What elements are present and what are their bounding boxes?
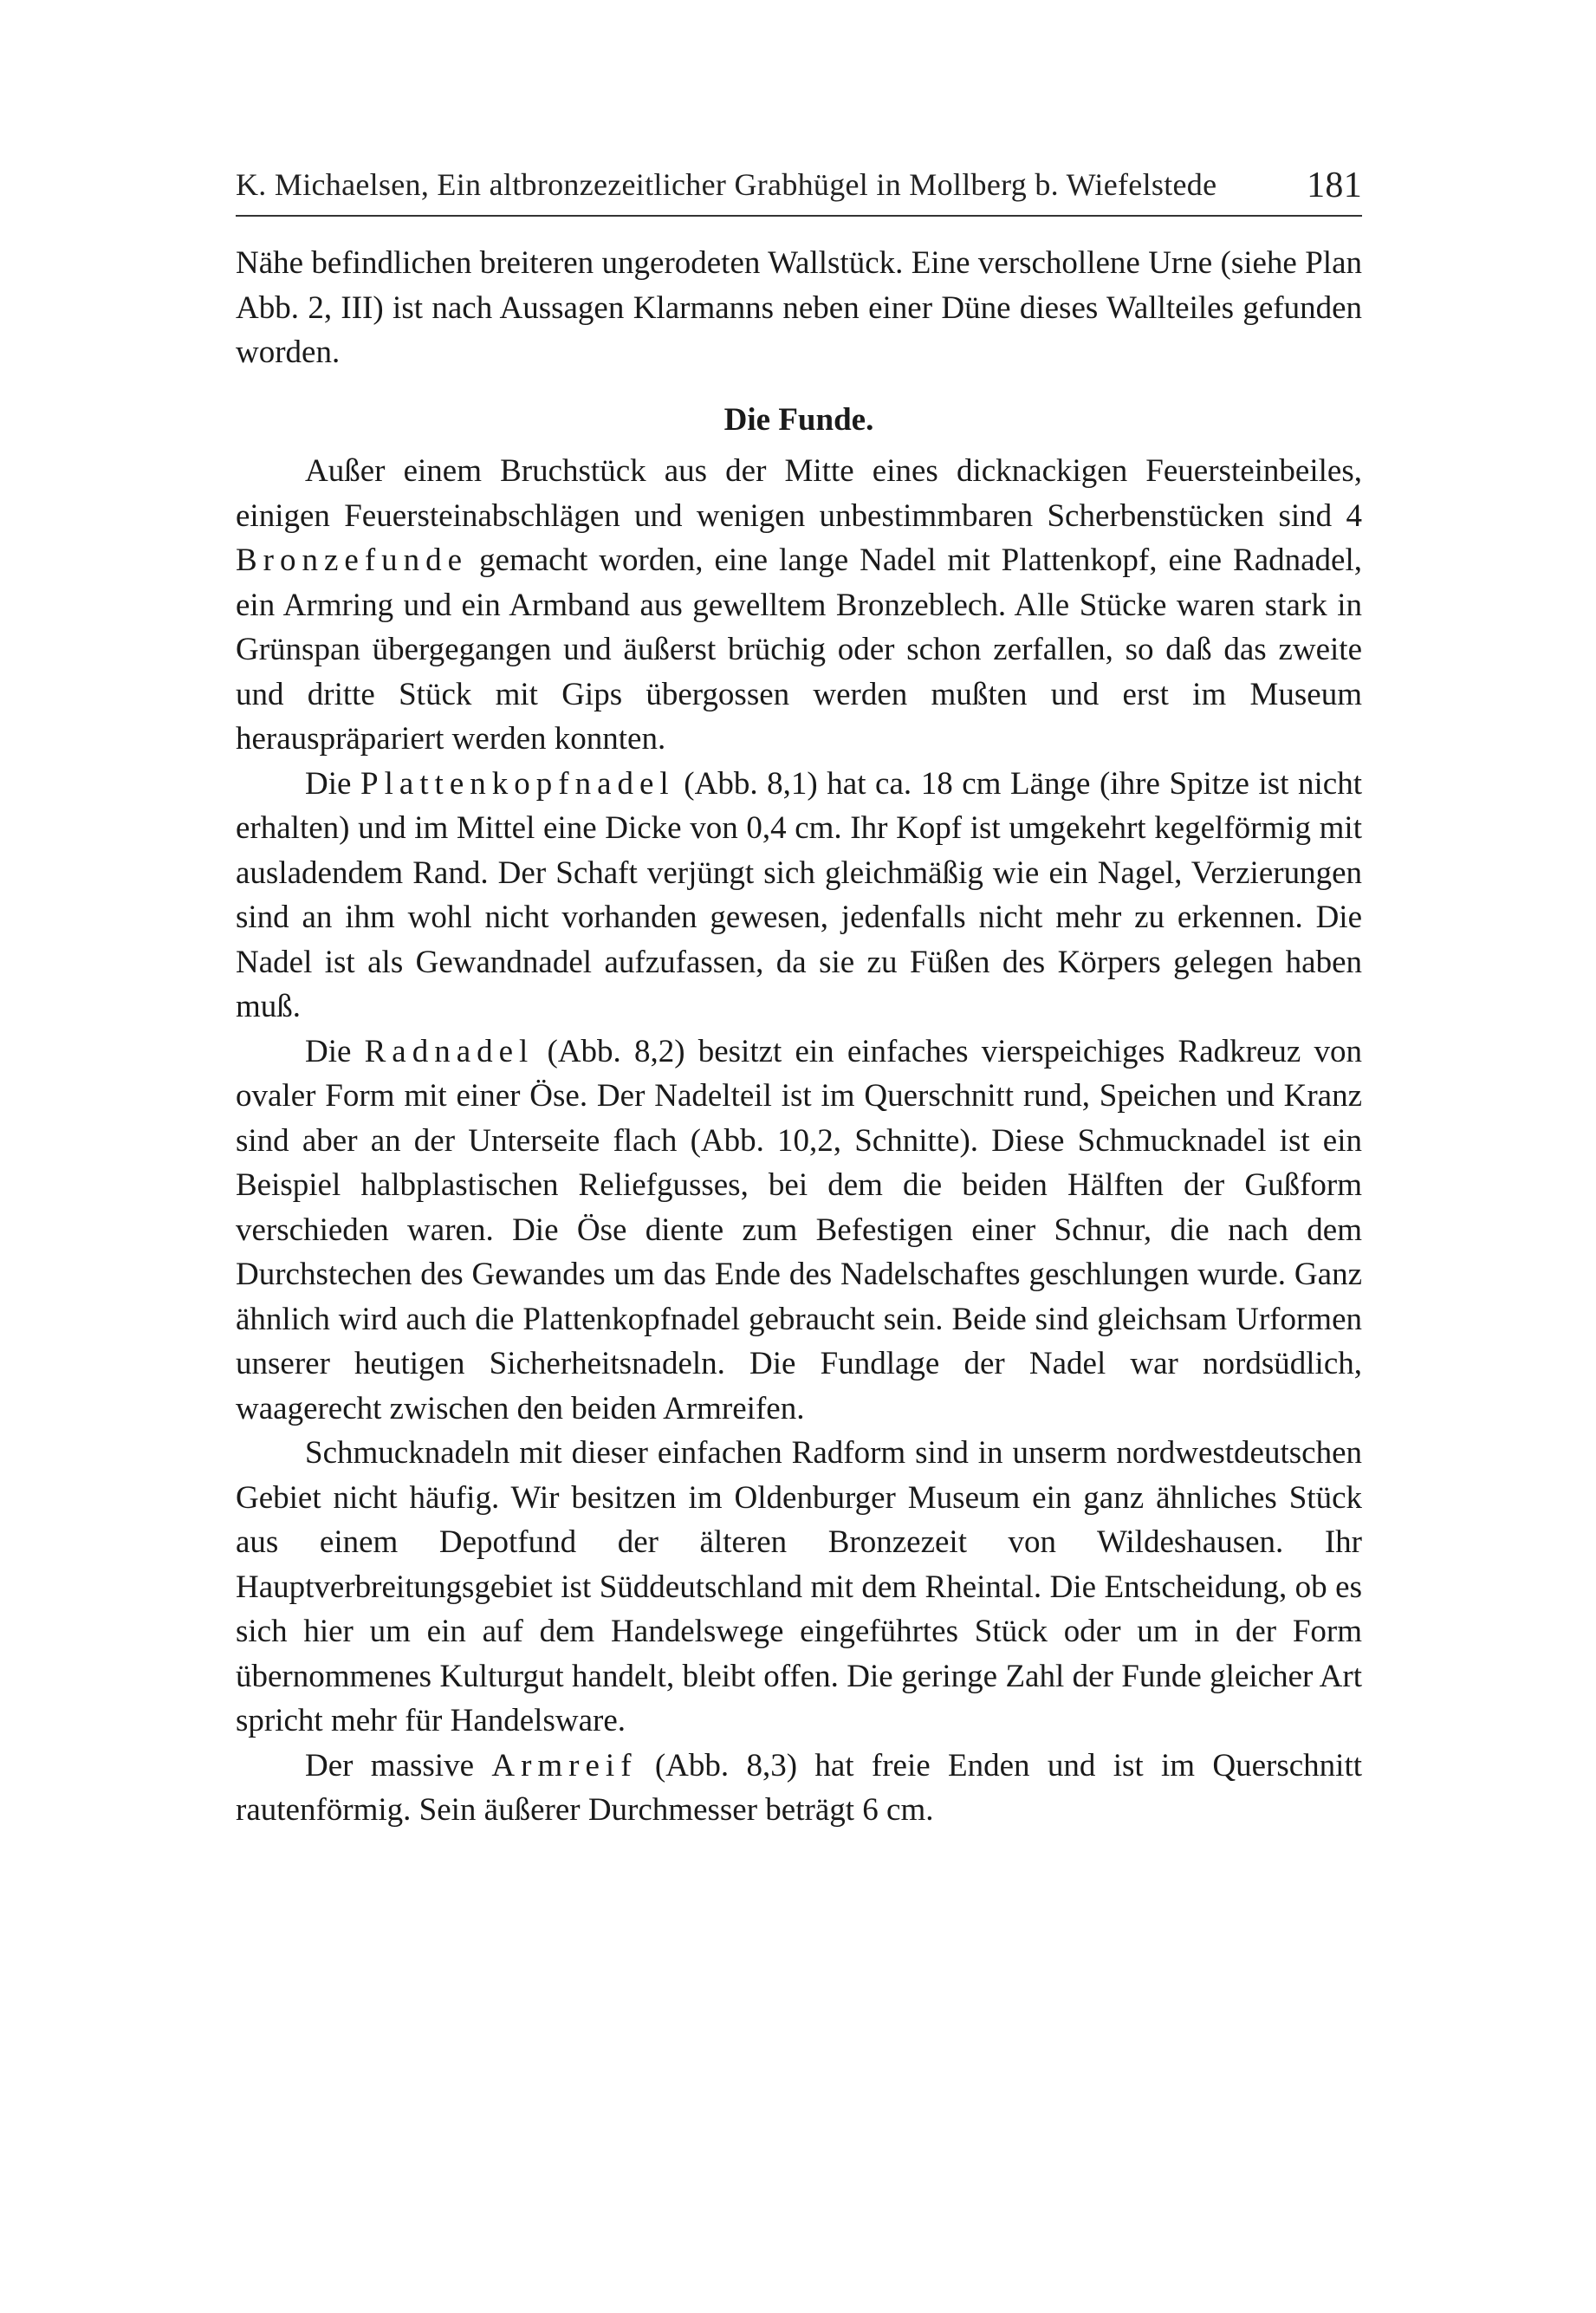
section-heading: Die Funde. bbox=[723, 401, 874, 438]
body-text bbox=[236, 241, 1362, 1833]
paragraph-text: (Abb. 8,2) besitzt ein einfaches vierspeichiges Radkreuz von ovaler Form mit einer Öse. Der Nadelteil ist im Querschnitt rund, Speichen und Kranz sind aber an der Unterseite flach (Abb. 10,2, Schnitte). Diese Schmucknadel ist ein Beispiel halbplastischen Reliefgusses, bei dem die beiden Hälften der Gußform verschieden waren. Die Öse diente zum Befestigen einer Schnur, die nach dem Durchstechen des Gewandes um das Ende des Nadelschaftes geschlungen wurde. Ganz ähnlich wird auch die Plattenkopfnadel gebraucht sein. Beide sind gleichsam Urformen unserer heutigen Sicherheitsnadeln. Die Fundlage der Nadel war nordsüdlich, waagerecht zwischen den beiden Armreifen. bbox=[236, 1033, 1362, 1426]
header-rule bbox=[236, 215, 1362, 217]
paragraph-plattenkopfnadel bbox=[236, 762, 1362, 1030]
paragraph-text: Die bbox=[305, 765, 360, 802]
document-page bbox=[236, 156, 1362, 1833]
paragraph-text: (Abb. 8,3) hat freie Enden und ist im Querschnitt rautenförmig. Sein äußerer Durchmesser beträgt 6 cm. bbox=[236, 1747, 1363, 1828]
paragraph-radnadel bbox=[236, 1030, 1362, 1432]
spaced-term: Bronzefunde bbox=[236, 543, 469, 578]
paragraph-schmucknadeln bbox=[236, 1431, 1362, 1744]
running-header bbox=[236, 156, 1362, 211]
paragraph-text: gemacht worden, eine lange Nadel mit Plattenkopf, eine Radnadel, ein Armring und ein Armband aus gewelltem Bronzeblech. Alle Stücke waren stark in Grünspan übergegangen und äußerst brüchig oder schon zerfallen, so daß das zweite und dritte Stück mit Gips übergossen werden mußten und erst im Museum herauspräpariert werden konnten. bbox=[236, 543, 1362, 757]
intro-paragraph: Nähe befindlichen breiteren ungerodeten Wallstück. Eine verschollene Urne (siehe Plan Abb. 2, III) ist nach Aussagen Klarmanns neben einer Düne dieses Wallteiles gefunden worden. bbox=[236, 245, 1362, 370]
paragraph-text: (Abb. 8,1) hat ca. 18 cm Länge (ihre Spitze ist nicht erhalten) und im Mittel eine Dicke von 0,4 cm. Ihr Kopf ist umgekehrt kegelförmig mit ausladendem Rand. Der Schaft verjüngt sich gleichmäßig wie ein Nagel, Verzierungen sind an ihm wohl nicht vorhanden gewesen, jedenfalls nicht mehr zu erkennen. Die Nadel ist als Gewandnadel aufzufassen, da sie zu Füßen des Körpers gelegen haben muß. bbox=[236, 765, 1362, 1024]
paragraph-text: Die bbox=[305, 1033, 365, 1069]
spaced-term: Plattenkopfnadel bbox=[360, 765, 675, 802]
paragraph-text: Außer einem Bruchstück aus der Mitte eines dicknackigen Feuersteinbeiles, einigen Feuersteinabschlägen und wenigen unbestimmbaren Scherbenstücken sind 4 bbox=[236, 453, 1362, 534]
spaced-term: Armreif bbox=[491, 1747, 638, 1783]
paragraph-armreif bbox=[236, 1744, 1362, 1833]
page-number: 181 bbox=[1307, 166, 1362, 205]
running-title: K. Michaelsen, Ein altbronzezeitlicher Grabhügel in Mollberg b. Wiefelstede bbox=[236, 167, 1217, 202]
paragraph-text: Der massive bbox=[305, 1747, 492, 1783]
spaced-term: Radnadel bbox=[364, 1033, 535, 1069]
paragraph-text: Schmucknadeln mit dieser einfachen Radform sind in unserm nordwestdeutschen Gebiet nicht häufig. Wir besitzen im Oldenburger Museum ein ganz ähnliches Stück aus einem Depotfund der älteren Bronzezeit von Wildeshausen. Ihr Hauptverbreitungsgebiet ist Süddeutschland mit dem Rheintal. Die Entscheidung, ob es sich hier um ein auf dem Handelswege eingeführtes Stück oder um in der Form übernommenes Kulturgut handelt, bleibt offen. Die geringe Zahl der Funde gleicher Art spricht mehr für Handelsware. bbox=[236, 1435, 1362, 1738]
paragraph-bronzefunde bbox=[236, 449, 1362, 762]
